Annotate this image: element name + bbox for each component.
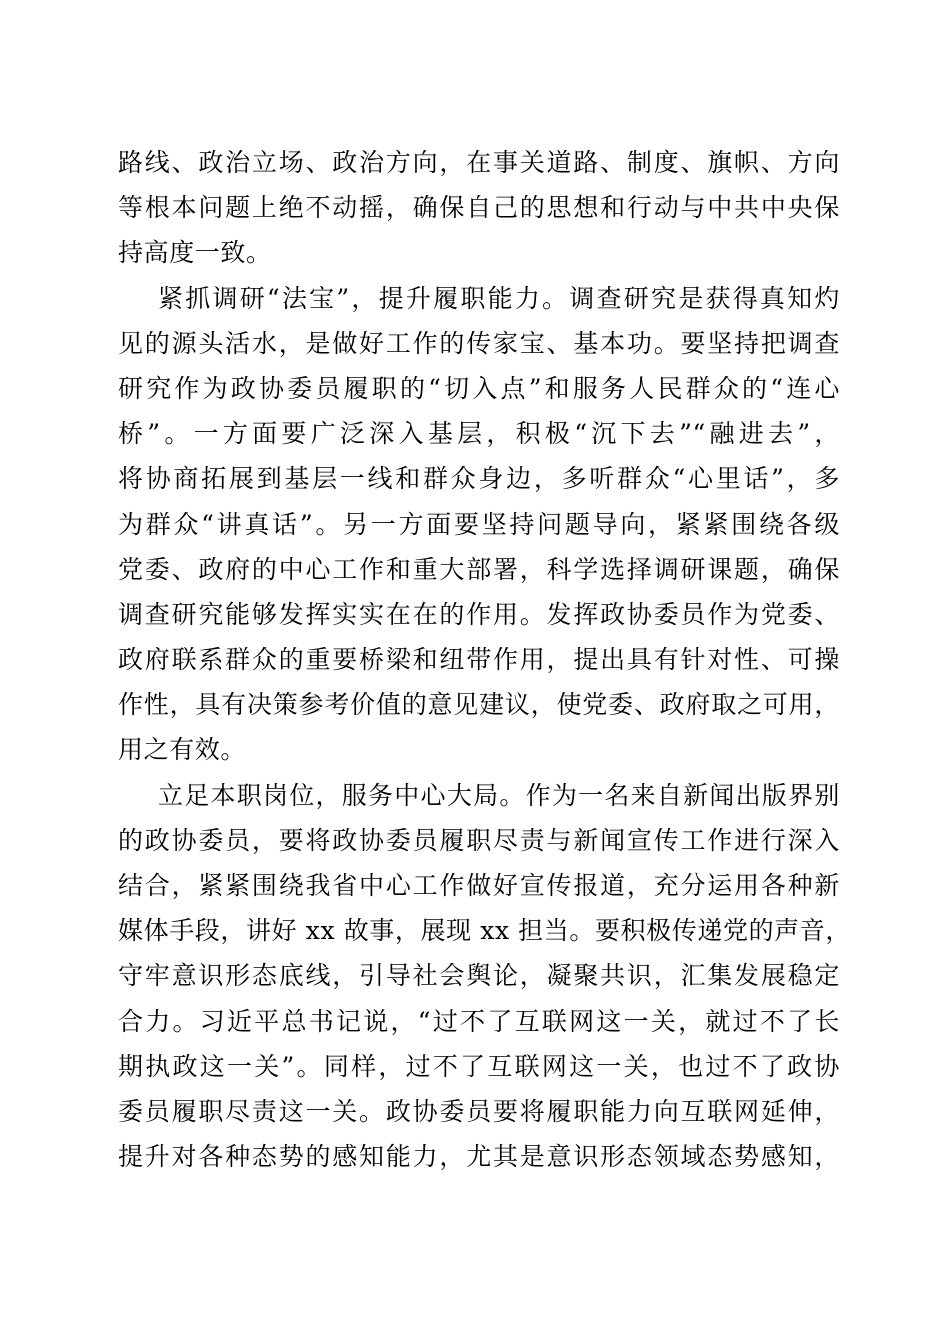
text-line: 期执政这一关”。同样，过不了互联网这一关，也过不了政协 [118,1051,840,1081]
text-line: 用之有效。 [118,735,247,765]
text-line: 立足本职岗位，服务中心大局。作为一名来自新闻出版界别 [158,780,840,810]
text-line: 合力。习近平总书记说，“过不了互联网这一关，就过不了长 [118,1006,840,1036]
text-line: 作性，具有决策参考价值的意见建议，使党委、政府取之可用， [118,690,840,720]
text-line: 结合，紧紧围绕我省中心工作做好宣传报道，充分运用各种新 [118,871,840,900]
text-line: 等根本问题上绝不动摇，确保自己的思想和行动与中共中央保 [118,193,840,223]
text-line: 党委、政府的中心工作和重大部署，科学选择调研课题，确保 [118,554,840,584]
text-line: 将协商拓展到基层一线和群众身边，多听群众“心里话”，多 [118,464,840,494]
text-line: 见的源头活水，是做好工作的传家宝、基本功。要坚持把调查 [118,328,840,358]
text-line: 的政协委员，要将政协委员履职尽责与新闻宣传工作进行深入 [118,825,840,855]
text-line: 提升对各种态势的感知能力，尤其是意识形态领域态势感知， [118,1142,840,1172]
text-line: 研究作为政协委员履职的“切入点”和服务人民群众的“连心 [118,373,840,403]
document-body [118,140,851,1179]
text-line: 委员履职尽责这一关。政协委员要将履职能力向互联网延伸， [118,1096,840,1126]
text-line: 路线、政治立场、政治方向，在事关道路、制度、旗帜、方向 [118,148,840,177]
text-line: 守牢意识形态底线，引导社会舆论，凝聚共识，汇集发展稳定 [118,961,840,991]
paragraph-research [118,276,840,773]
text-line: 为群众“讲真话”。另一方面要坚持问题导向，紧紧围绕各级 [118,509,840,539]
text-line: 媒体手段，讲好 xx 故事，展现 xx 担当。要积极传递党的声音， [118,916,851,946]
text-line: 桥”。一方面要广泛深入基层，积极“沉下去”“融进去”， [118,419,840,449]
paragraph-duty-post [118,773,851,1180]
text-line: 调查研究能够发挥实实在在的作用。发挥政协委员作为党委、 [118,599,840,629]
text-line: 持高度一致。 [118,238,272,268]
text-line: 紧抓调研“法宝”，提升履职能力。调查研究是获得真知灼 [158,283,840,313]
text-line: 政府联系群众的重要桥梁和纽带作用，提出具有针对性、可操 [118,645,840,675]
paragraph-political-stance [118,140,840,276]
